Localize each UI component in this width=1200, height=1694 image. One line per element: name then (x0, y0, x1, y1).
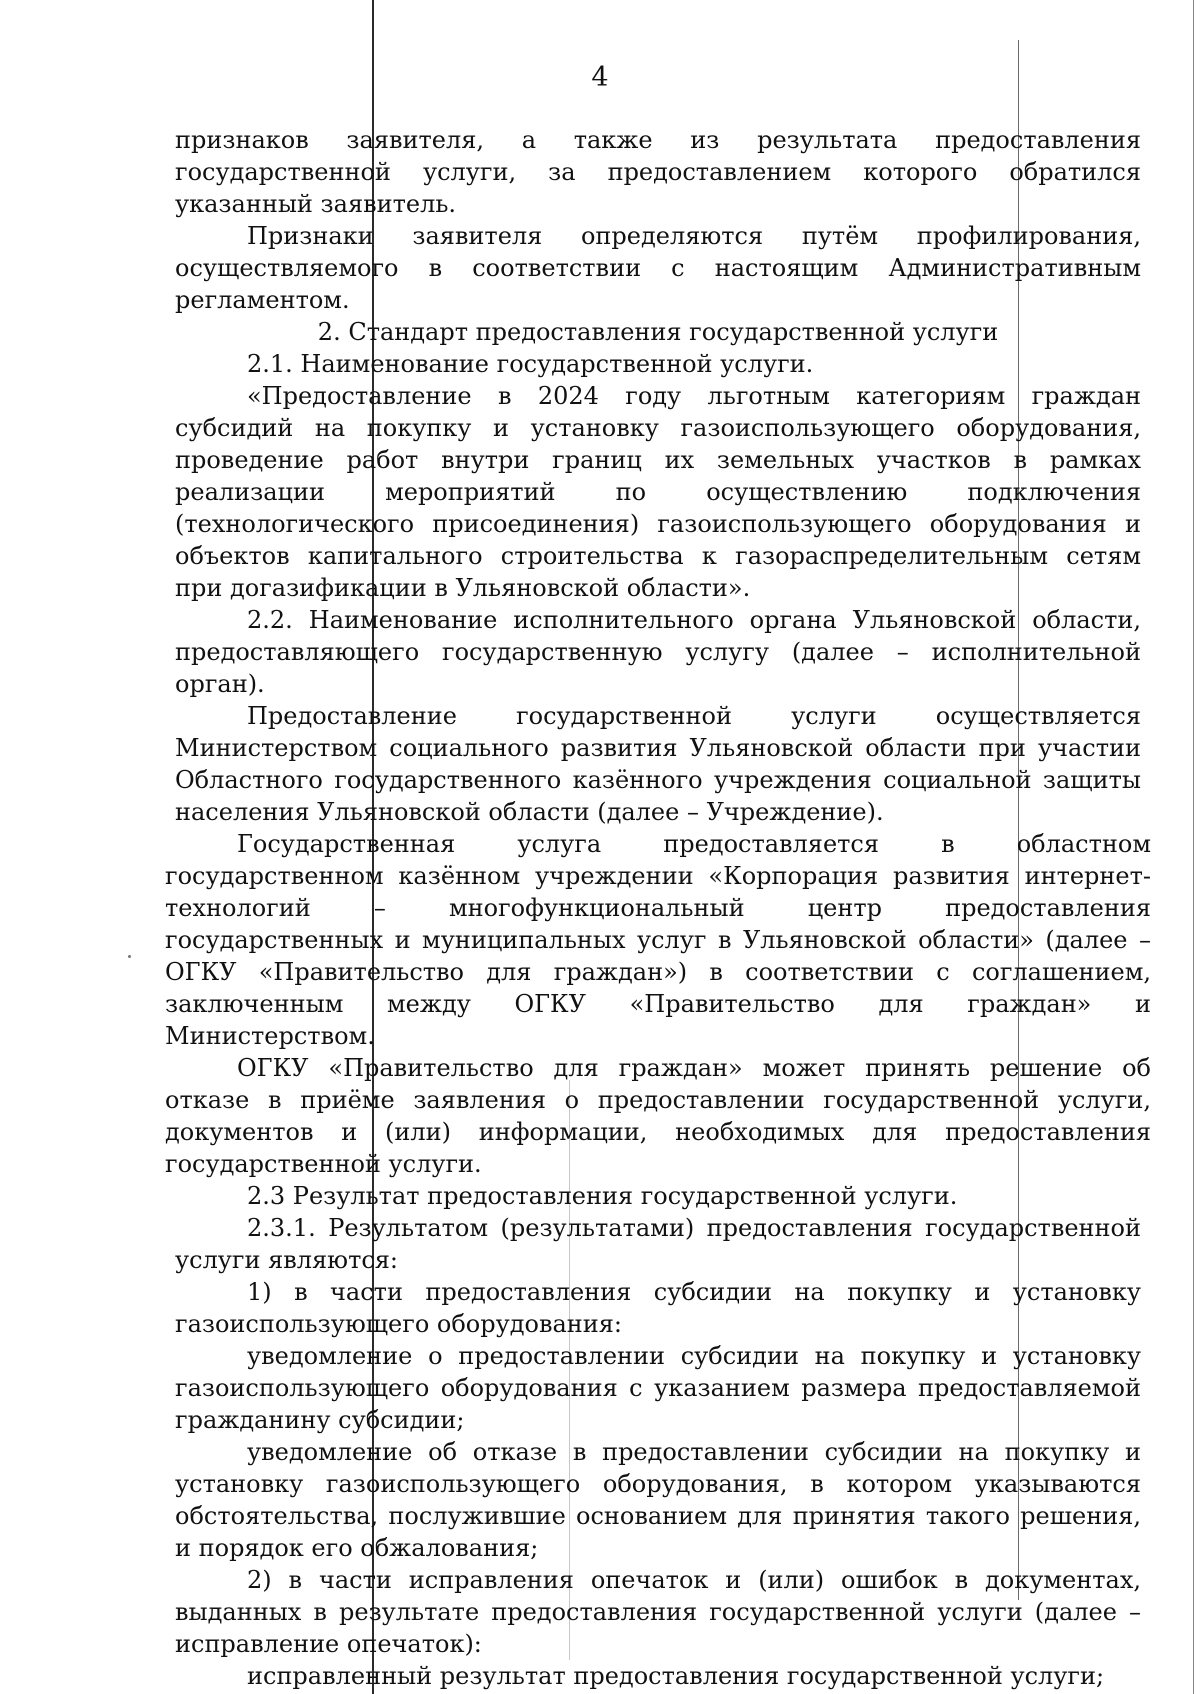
paragraph: Предоставление государственной услуги осуществляется Министерством социального развития Ульяновской области при участии Областного государственного казённого учреждения социальной защиты населения Ульяновской области (далее – Учреждение). (175, 702, 1141, 826)
paragraph: уведомление о предоставлении субсидии на покупку и установку газоиспользующего оборудования с указанием размера предоставляемой гражданину субсидии; (175, 1342, 1141, 1434)
paragraph: исправленный результат предоставления государственной услуги; (247, 1662, 1105, 1690)
list-item: 1) в части предоставления субсидии на покупку и установку газоиспользующего оборудования: (175, 1278, 1141, 1338)
page-number: 4 (591, 62, 609, 93)
scan-artifact-line (1193, 0, 1194, 1694)
subsection-heading: 2.3 Результат предоставления государственной услуги. (247, 1182, 958, 1210)
paragraph: «Предоставление в 2024 году льготным категориям граждан субсидий на покупку и установку газоиспользующего оборудования, проведение работ внутри границ их земельных участков в рамках реализации мероприятий по осуществлению подключения (технологического присоединения) газоиспользующего оборудования и объектов капитального строительства к газораспределительным сетям при догазификации в Ульяновской области». (175, 382, 1141, 602)
section-heading: 2. Стандарт предоставления государственной услуги (317, 318, 999, 346)
subsection-heading: 2.1. Наименование государственной услуги. (247, 350, 814, 378)
paragraph: признаков заявителя, а также из результата предоставления государственной услуги, за предоставлением которого обратился указанный заявитель. (175, 126, 1141, 218)
paragraph: Государственная услуга предоставляется в областном государственном казённом учреждении «Корпорация развития интернет-технологий – многофункциональный центр предоставления государственных и муниципальных услуг в Ульяновской области» (далее – ОГКУ «Правительство для граждан») в соответствии с соглашением, заключенным между ОГКУ «Правительство для граждан» и Министерством. (165, 830, 1151, 1050)
paragraph: уведомление об отказе в предоставлении субсидии на покупку и установку газоиспользующего оборудования, в котором указываются обстоятельства, послужившие основанием для принятия такого решения, и порядок его обжалования; (175, 1438, 1141, 1562)
paragraph: 2.2. Наименование исполнительного органа Ульяновской области, предоставляющего государственную услугу (далее – исполнительной орган). (175, 606, 1141, 698)
paragraph: Признаки заявителя определяются путём профилирования, осуществляемого в соответствии с настоящим Административным регламентом. (175, 222, 1141, 314)
paragraph: ОГКУ «Правительство для граждан» может принять решение об отказе в приёме заявления о предоставлении государственной услуги, документов и (или) информации, необходимых для предоставления государственной услуги. (165, 1054, 1151, 1178)
list-item: 2) в части исправления опечаток и (или) ошибок в документах, выданных в результате предоставления государственной услуги (далее – исправление опечаток): (175, 1566, 1141, 1658)
paragraph: 2.3.1. Результатом (результатами) предоставления государственной услуги являются: (175, 1214, 1141, 1274)
document-body (165, 124, 1151, 1692)
scan-speck (128, 955, 131, 958)
